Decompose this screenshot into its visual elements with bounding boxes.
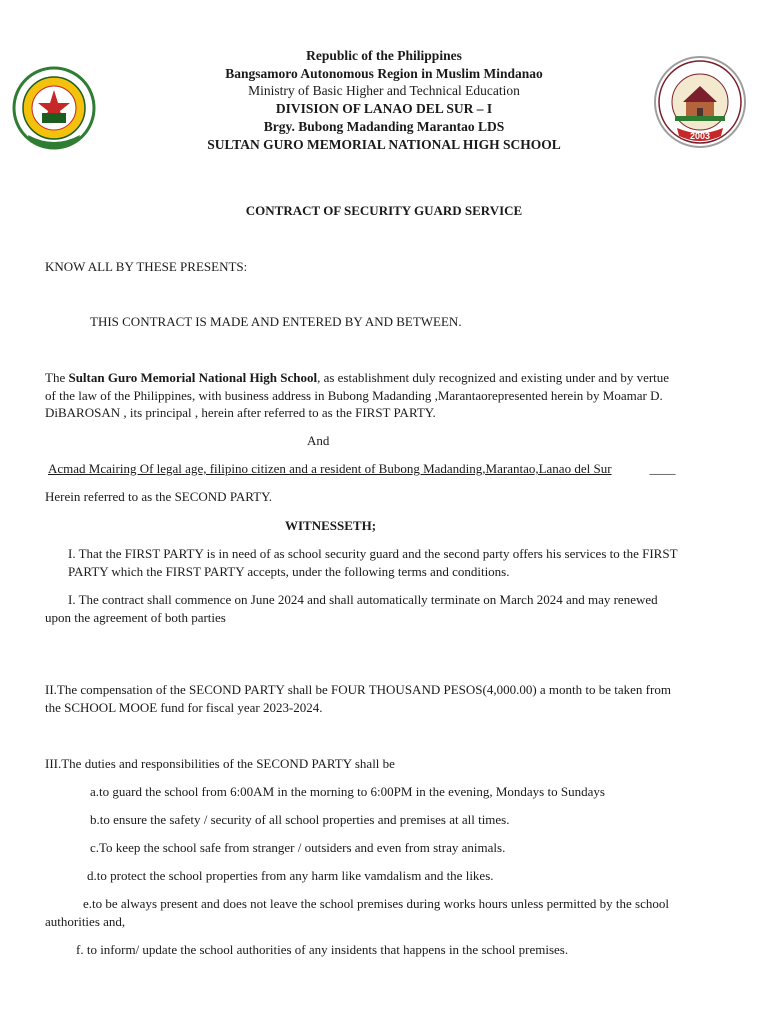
- and-connector: And: [307, 433, 330, 448]
- duty-e-line-1: e.to be always present and does not leave the school premises during works hours unless permitted by the school: [83, 896, 669, 911]
- second-party-details: Acmad Mcairing Of legal age, filipino citizen and a resident of Bubong Madanding,Marantao,Lanao del Sur: [48, 461, 612, 476]
- header-republic: Republic of the Philippines: [306, 48, 462, 63]
- header-barmm: Bangsamoro Autonomous Region in Muslim Mindanao: [225, 66, 543, 81]
- duty-e-line-2: authorities and,: [45, 914, 126, 929]
- first-party-line-1: [45, 369, 669, 387]
- duty-a: a.to guard the school from 6:00AM in the morning to 6:00PM in the evening, Mondays to Sundays: [90, 784, 605, 799]
- clause-2-line-1: I. The contract shall commence on June 2024 and shall automatically terminate on March 2024 and may renewed: [68, 592, 658, 607]
- clause-4-line: III.The duties and responsibilities of the SECOND PARTY shall be: [45, 756, 395, 771]
- second-party-blank: ____: [649, 461, 676, 476]
- second-party-line-1: [48, 460, 676, 478]
- clause-1-line-1: I. That the FIRST PARTY is in need of as school security guard and the second party offers his services to the FIRST: [68, 546, 678, 561]
- first-party-suffix: , as establishment duly recognized and existing under and by vertue: [317, 370, 670, 385]
- first-party-line-2: of the law of the Philippines, with business address in Bubong Madanding ,Marantaorepresented herein by Moamar D.: [45, 388, 663, 403]
- duty-f: f. to inform/ update the school authorities of any insidents that happens in the school premises.: [76, 942, 569, 957]
- witnesseth-heading: WITNESSETH;: [285, 518, 377, 533]
- duty-b: b.to ensure the safety / security of all school properties and premises at all times.: [90, 812, 510, 827]
- clause-2-line-2: upon the agreement of both parties: [45, 610, 226, 625]
- document-title: CONTRACT OF SECURITY GUARD SERVICE: [245, 203, 523, 218]
- header-ministry: Ministry of Basic Higher and Technical Education: [248, 83, 520, 98]
- know-all-line: KNOW ALL BY THESE PRESENTS:: [45, 259, 248, 274]
- school-name-bold: Sultan Guro Memorial National High School: [68, 370, 318, 385]
- intro-line: THIS CONTRACT IS MADE AND ENTERED BY AND BETWEEN.: [90, 314, 462, 329]
- header-school-name: SULTAN GURO MEMORIAL NATIONAL HIGH SCHOOL: [207, 137, 561, 152]
- clause-1-line-2: PARTY which the FIRST PARTY accepts, under the following terms and conditions.: [68, 564, 510, 579]
- header-address: Brgy. Bubong Madanding Marantao LDS: [263, 119, 505, 134]
- second-party-line-2: Herein referred to as the SECOND PARTY.: [45, 489, 273, 504]
- duty-c: c.To keep the school safe from stranger / outsiders and even from stray animals.: [90, 840, 506, 855]
- clause-3-line-2: the SCHOOL MOOE fund for fiscal year 2023-2024.: [45, 700, 323, 715]
- clause-3-line-1: II.The compensation of the SECOND PARTY shall be FOUR THOUSAND PESOS(4,000.00) a month to be taken from: [45, 682, 671, 697]
- duty-d: d.to protect the school properties from any harm like vamdalism and the likes.: [87, 868, 494, 883]
- header-division: DIVISION OF LANAO DEL SUR – I: [275, 101, 493, 116]
- first-party-line-3: DiBAROSAN , its principal , herein after referred to as the FIRST PARTY.: [45, 405, 436, 420]
- school-seal-year: 2003: [689, 131, 711, 141]
- first-party-prefix: The: [45, 370, 69, 385]
